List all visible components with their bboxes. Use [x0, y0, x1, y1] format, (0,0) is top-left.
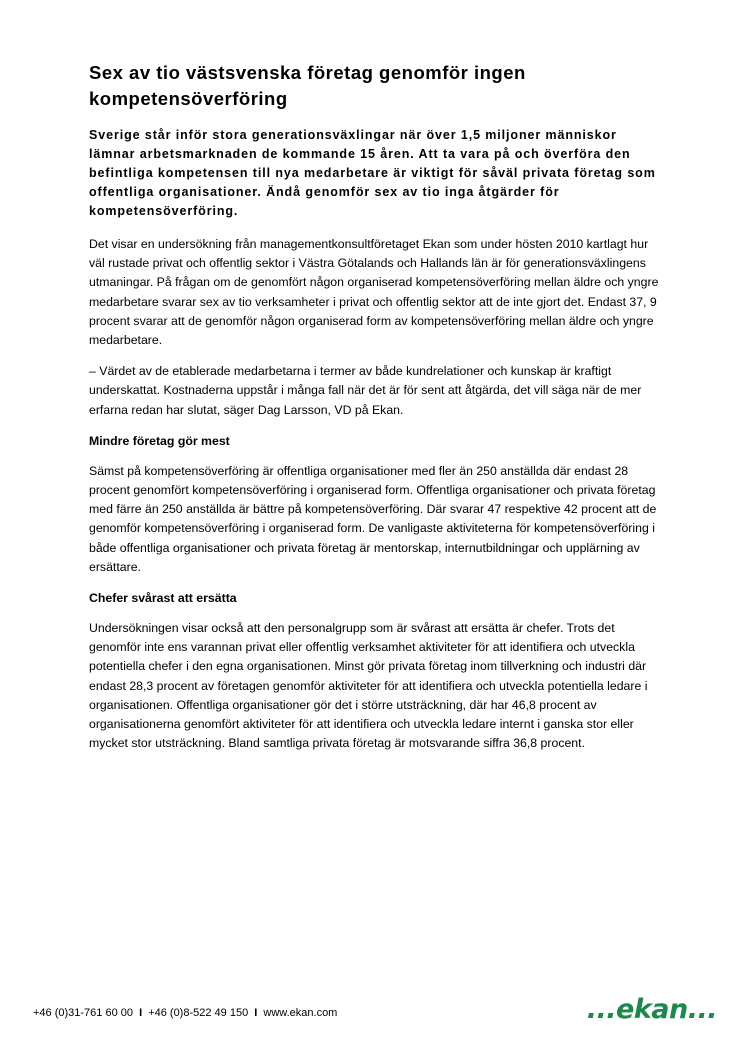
page-title: Sex av tio västsvenska företag genomför ingen kompetensöverföring: [89, 62, 526, 109]
subheading-chefer: Chefer svårast att ersätta: [89, 591, 237, 606]
paragraph-2-quote: – Värdet av de etablerade medarbetarna i termer av både kundrelationer och kunskap är kraftigt underskattat. Kostnaderna uppstår i många fall när det är för sent att åtgärda, det vill säga när de mer erfarna redan har slutat, säger Dag Larsson, VD på Ekan.: [89, 364, 642, 417]
lead-paragraph: Sverige står inför stora generationsväxlingar när över 1,5 miljoner människor lämnar arbetsmarknaden de kommande 15 åren. Att ta vara på och överföra den befintliga kompetensen till nya medarbetare är viktigt för såväl privata företag som offentliga organisationer. Ändå genomför sex av tio inga åtgärder för kompetensöverföring.: [89, 128, 656, 218]
subheading-mindre-foretag: Mindre företag gör mest: [89, 433, 230, 448]
footer-phone-stockholm: +46 (0)8-522 49 150: [148, 1007, 249, 1019]
paragraph-1: Det visar en undersökning från managementkonsultföretaget Ekan som under hösten 2010 kartlagt hur väl rustade privat och offentlig sektor i Västra Götalands och Hallands län är för generationsväxlingens utmaningar. På frågan om de genomfört någon organiserad kompetensöverföring mellan äldre och yngre medarbetare svarar sex av tio verksamheter i privat och offentlig sektor att de inte gjort det. Endast 37, 9 procent svarar att de genomför någon organiserad form av kompetensöverföring mellan äldre och yngre medarbetare.: [89, 237, 659, 348]
footer-separator: I: [139, 1007, 143, 1019]
paragraph-3: Sämst på kompetensöverföring är offentliga organisationer med fler än 250 anställda där endast 28 procent genomfört kompetensöverföring i organiserad form. Offentliga organisationer och privata företag med färre än 250 anställda är bättre på kompetensöverföring. Där svarar 47 respektive 42 procent att de genomför kompetensöverföring i organiserad form. De vanligaste aktiviteterna för kompetensöverföring i både offentliga organisationer och privata företag är mentorskap, internutbildningar och upplärning av ersättare.: [89, 463, 657, 574]
footer-website[interactable]: www.ekan.com: [263, 1007, 338, 1019]
footer-contact: [33, 1006, 337, 1020]
document-body: [89, 60, 659, 765]
footer-separator: I: [254, 1007, 258, 1019]
footer-phone-gothenburg: +46 (0)31-761 60 00: [33, 1007, 133, 1019]
ekan-logo: ...ekan...: [586, 994, 717, 1025]
paragraph-4: Undersökningen visar också att den personalgrupp som är svårast att ersätta är chefer. Trots det genomför inte ens varannan privat eller offentlig verksamhet aktiviteter för att identifiera och utveckla potentiella chefer i den egna organisationen. Minst gör privata företag inom tillverkning och industri där endast 28,3 procent av företagen genomför aktiviteter för att identifiera och utveckla potentiella ledare i organisationen. Offentliga organisationer gör det i större utsträckning, där har 46,8 procent av organisationerna genomfört aktiviteter för att identifiera och utveckla ledare internt i ganska stor eller mycket stor utsträckning. Bland samtliga privata företag är motsvarande siffra 36,8 procent.: [89, 621, 648, 751]
